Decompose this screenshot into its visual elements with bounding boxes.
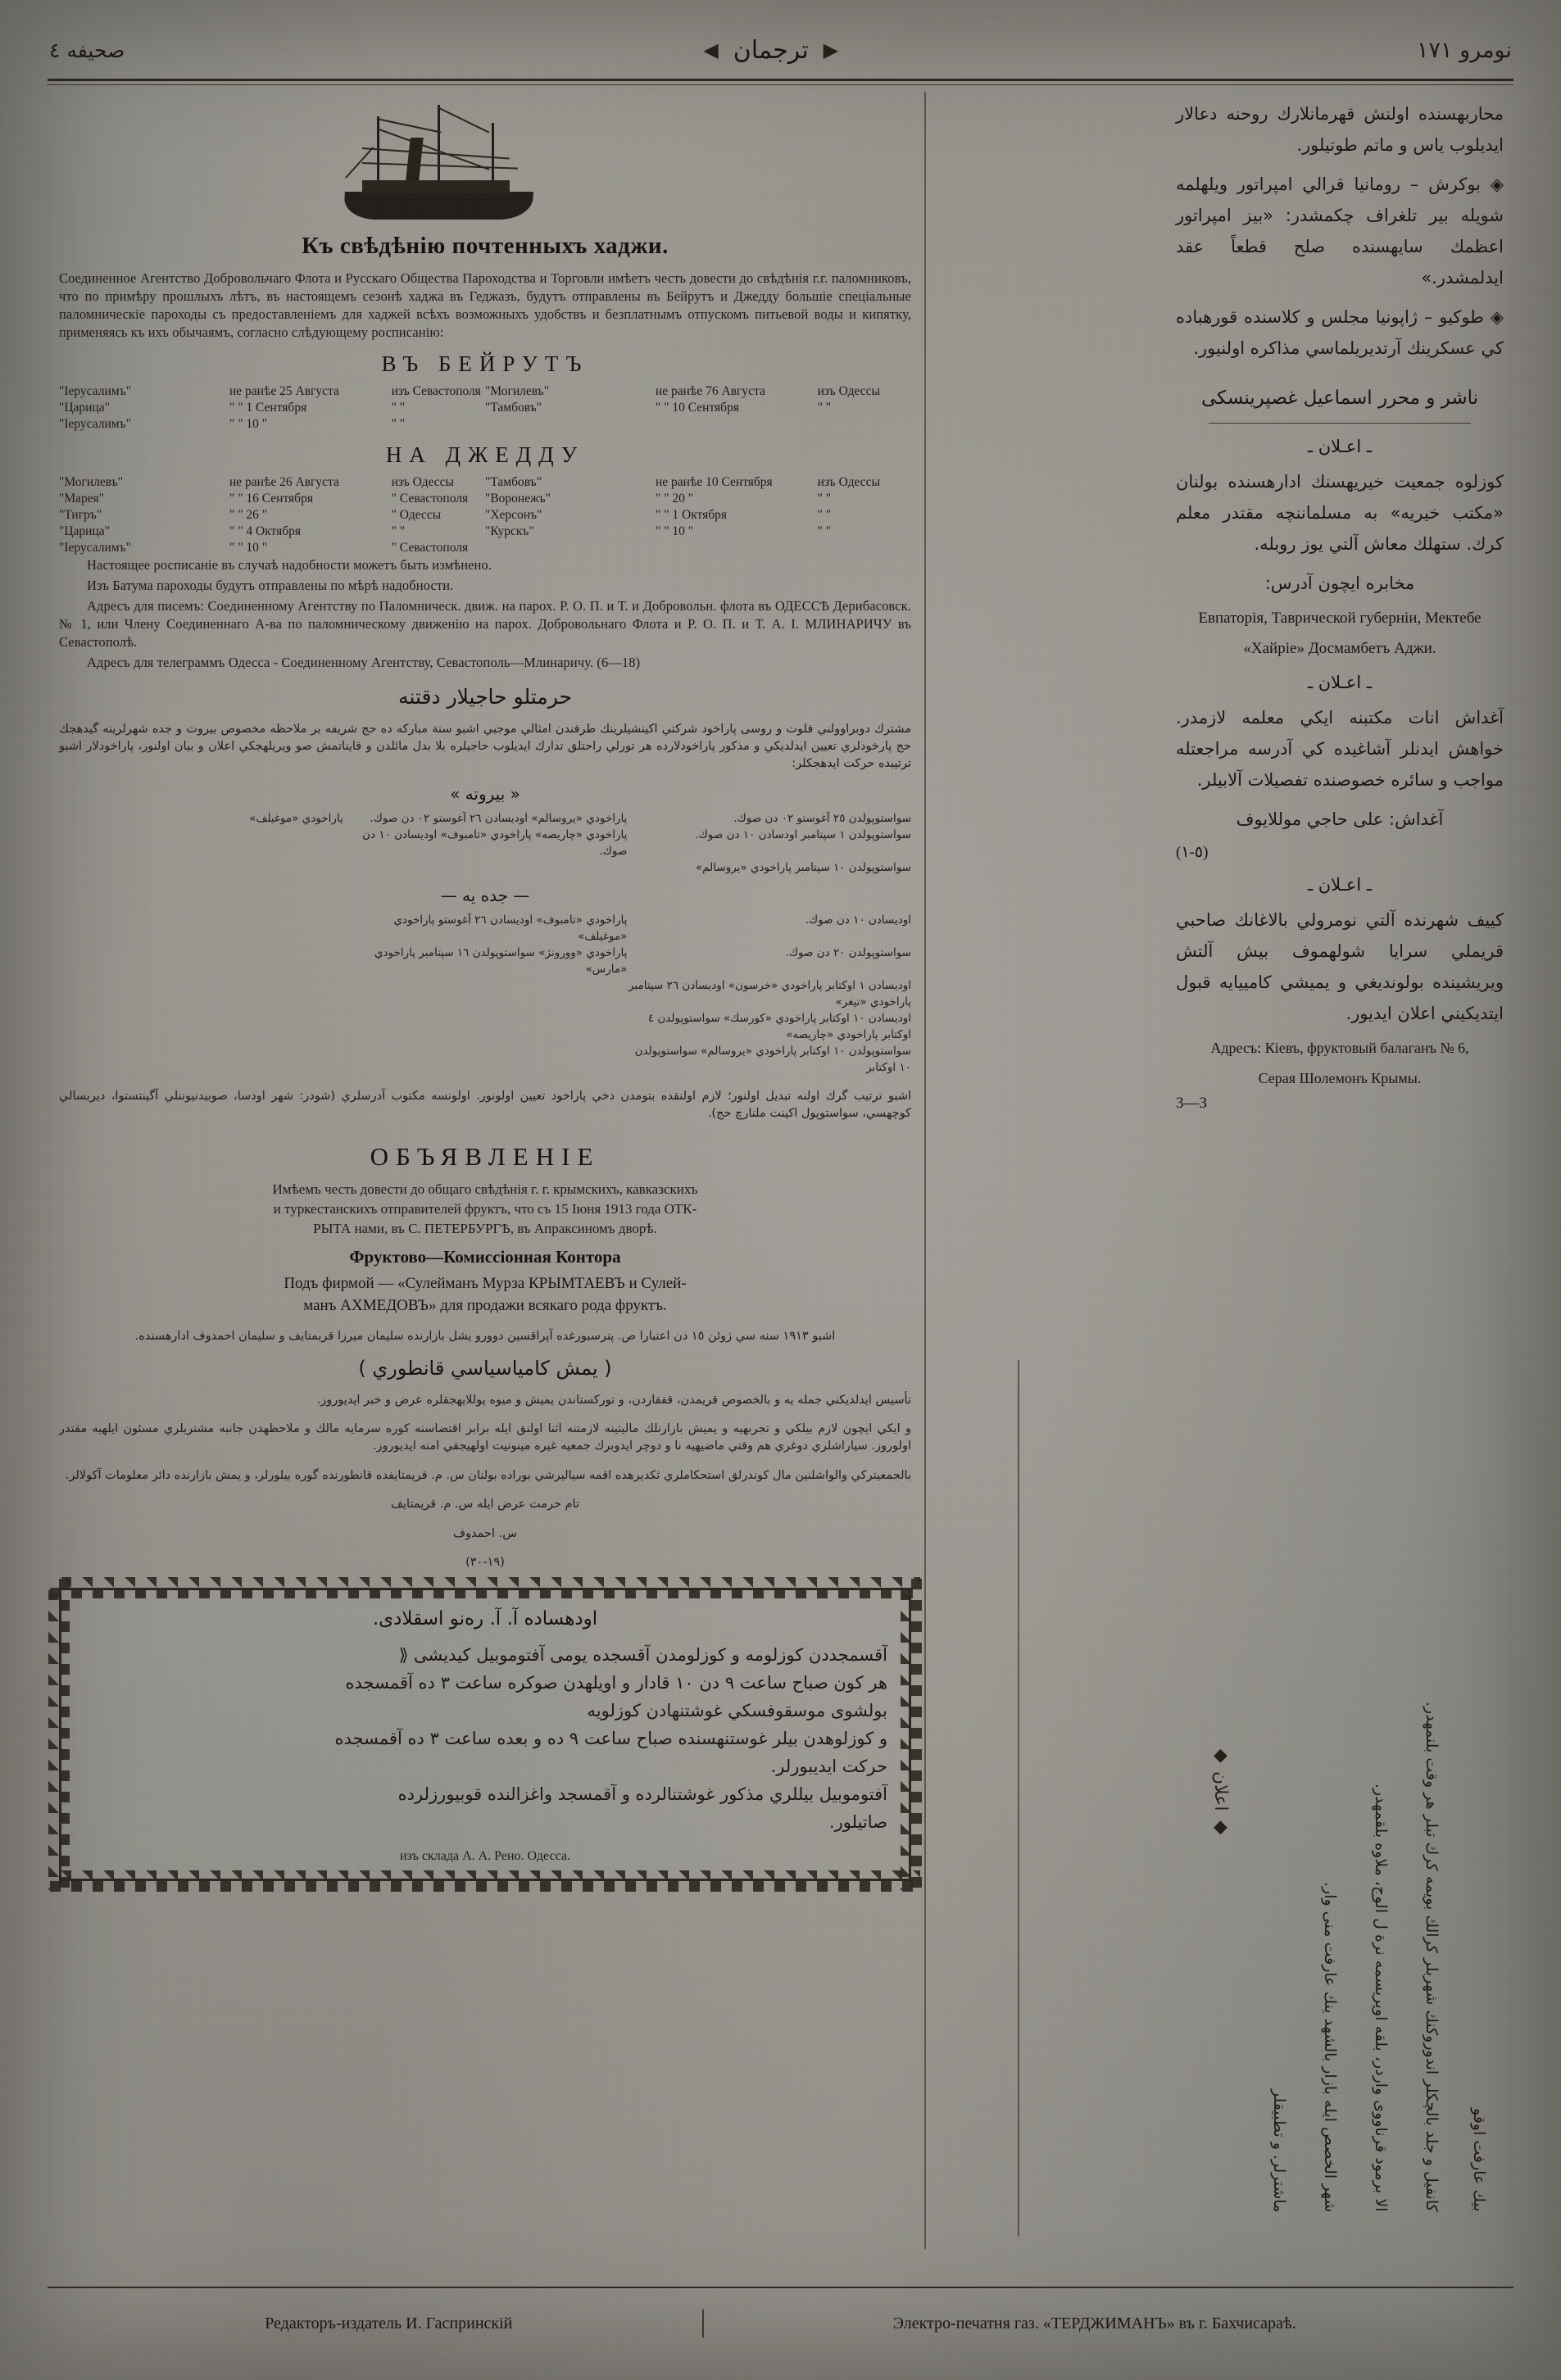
ship-name: "Могилевъ" xyxy=(485,384,550,398)
cell: اوديسادن ١٠ دن صوك. xyxy=(805,913,911,927)
news-paragraph-3: ◈ طوكيو – ژاپونيا مجلس و كلاسنده قورهباده كي عسكرينك آرتديريلماسي مذاكره اولنيور. xyxy=(1176,307,1504,358)
cell xyxy=(59,912,343,945)
vertical-line-3: الا برمود قرناووى واردر، بلقه اوپريسمه نرة ل الوج، ملاوه بلقمهدر. xyxy=(1372,1784,1390,2212)
ad-border-bottom xyxy=(50,1870,920,1892)
table-row xyxy=(59,810,911,827)
table-row xyxy=(59,474,911,491)
right-column xyxy=(1176,98,1504,1113)
departure-port: изъ Севастополя xyxy=(391,384,481,398)
hajj-notice-intro: Соединенное Агентство Добровольчаго Флота и Русскаго Общества Пароходства и Торговли имѣетъ честь довести до свѣдѣнiя г.г. паломниковъ, что по примѣру прошлыхъ лѣтъ, въ настоящемъ сезонѣ хаджа въ Геджазъ, будутъ отправлены въ Бейрутъ и Джедду большiе спецiальные паломническiе пароходы съ предоставленiемъ для хаджей всѣхъ возможныхъ удобствъ и безплатнымъ отпускомъ питьевой воды и кипятку, применяясь къ ихъ обычаямъ, согласно слѣдующему росписанiю: xyxy=(59,270,911,340)
office-arabic-signature-1: تام حرمت عرض ايله س. م. قريمتايف xyxy=(391,1498,579,1511)
hajj-notice-heading: Къ свѣдѣнiю почтенныхъ хаджи. xyxy=(302,233,669,259)
news-paragraph-2: ◈ بوكرش – رومانيا قرالي امپراتور ويلهلمه شويله بير تلغراف چكمشدر: «بيز امپراتور اعظمك سايهسنده صلح قطعاً عقد ايدلمشدر.» xyxy=(1176,175,1504,288)
ad-address-ru-1a: Евпаторiя, Таврической губернiи, Мектебе xyxy=(1198,610,1482,627)
ship-name: "Марея" xyxy=(59,492,105,505)
office-arabic-body-3: بالجمعيتركي والواشلنين مال كوندرلق استحكاملري ثكديرهده اقمه سياليرشي بوراده بولنان س. م. قريمتايفده قانطورنده گوره بيلورلر، و يمش بازارنده دائر معلومات آكولالر. xyxy=(65,1468,911,1482)
beirut-heading: ВЪ БЕЙРУТЪ xyxy=(381,351,589,376)
arabic-hajj-heading: حرمتلو حاجیلار دقتنه xyxy=(398,685,572,709)
news-paragraph-1: محاربهسنده اولنش قهرمانلارك روحنه دعالار ايديلوب ياس و ماتم طوتيلور. xyxy=(1176,104,1504,155)
ad-line: بولشوى موسقوفسكي غوشتنهادن كوزلويه xyxy=(587,1701,887,1720)
cell: سواستوپولدن ١٠ سپتامبر پاراخودي «يروسالم» xyxy=(695,861,911,874)
ship-name: "Іерусалимъ" xyxy=(59,417,131,431)
departure-date: " " 16 Сентября xyxy=(229,492,313,505)
office-arabic-body-2: و ايكي ايچون لازم بيلكي و تجربهيه و يميش بازارنلك ماليتينه لازمتنه اثنا اولنق ايله برابر اقتضاسنه كوره سرمايه مالك و ملاحظهدن جانبه مشتريلري مسئون ايلهيه مقتدر اولوروز. سياراشلري دوغري هم وقتي ماضيهيه نا و دوچر ايدوبرك جمعيه غيره مينونيت اولهيجقي امنه ايديوروز. xyxy=(59,1422,911,1453)
column-separator-lower xyxy=(1018,1360,1019,2237)
ship-name: "Іерусалимъ" xyxy=(59,384,131,398)
letters-address-note: Адресъ для писемъ: Соединенному Агентству по Паломничеcк. движ. на парох. Р. О. П. и Т. и Добровольн. флота въ ОДЕССѢ Дерибасовск. № 1, или Члену Соединеннаго А-ва по паломническому движенiю на парох. Добровольнаго Флота и Р. О. П. и Т. А. I. МЛИНАРИЧУ въ Севастополѣ. xyxy=(59,598,911,650)
departure-port: " Севастополя xyxy=(391,492,469,505)
table-row xyxy=(59,827,911,859)
divider xyxy=(1209,423,1471,424)
departure-date: " " 26 " xyxy=(229,508,268,522)
ad-body-3: كييف شهرنده آلتي نومرولي بالاغانك صاحبي قريملي سرايا شولهموف بيش آلتش ويريشينده بولونديغي و يميشي كامييايه قبول ايتديكيني اعلان ايديور. xyxy=(1176,910,1504,1023)
cell xyxy=(59,1043,343,1076)
ad-footer: изъ склада А. А. Рено. Одесса. xyxy=(399,1849,571,1863)
departure-date: не ранѣе 26 Августа xyxy=(229,475,339,489)
cell xyxy=(343,859,628,876)
announcement-heading: ОБЪЯВЛЕНIЕ xyxy=(370,1141,601,1171)
ship-name: "Тамбовъ" xyxy=(485,475,542,489)
arabic-beirut-label: « بيروته » xyxy=(450,784,520,804)
ad-heading-3: ـ اعـلان ـ xyxy=(1307,875,1373,895)
table-row xyxy=(59,491,911,507)
cell: اوديسادن ١ اوكتابر پاراخودي «خرسون» اوديسادن ٢٦ سپتامبر پاراخودي «تيغر» xyxy=(628,979,911,1009)
footer-divider xyxy=(702,2310,704,2337)
masthead xyxy=(49,25,1512,75)
departure-date: " " 20 " xyxy=(656,492,694,505)
telegram-address-note: Адресъ для телеграммъ Одесса - Соединенному Агентству, Севастополь—Млинаричу. (6—18) xyxy=(87,655,641,670)
masthead-page-group xyxy=(49,39,125,62)
cell xyxy=(59,977,343,1010)
schedule-note-1: Настоящее росписанiе въ случаѣ надобности можетъ быть измѣнено. xyxy=(87,557,492,573)
departure-port: " " xyxy=(817,508,832,522)
cell: سواستوپولدن ١ سپتامبر اودسادن ١٠ دن صوك. xyxy=(695,828,911,841)
arabic-beirut-table xyxy=(59,810,911,876)
ad-body-1: كوزلوه جمعيت خيريهسنك ادارهسنده بولنان «مكتب خيريه» به مسلماننچه مقتدر معلم كرك. ستهلك معاش آلتي يوز روبله. xyxy=(1176,472,1504,554)
masthead-rule xyxy=(48,79,1513,85)
ad-count-3: 3—3 xyxy=(1176,1095,1207,1112)
departure-port: изъ Одессы xyxy=(817,475,880,489)
departure-port: изъ Одессы xyxy=(391,475,454,489)
departure-date: " " 1 Октября xyxy=(656,508,728,522)
newspaper-title: ترجمان xyxy=(733,35,809,65)
table-row xyxy=(59,945,911,977)
announcement-line-1: Имѣемъ честь довести до общаго свѣдѣнiя г. г. крымскихъ, кавказскихъ xyxy=(272,1181,698,1197)
ad-heading-2: ـ اعـلان ـ xyxy=(1307,673,1373,692)
cell xyxy=(59,827,343,859)
ad-border-left xyxy=(48,1579,70,1890)
cell: اوديسادن ١٠ اوكتابر پاراخودي «كورسك» سواستوپولدن ٤ اوكتابر پاراخودي «چاريصه» xyxy=(647,1012,911,1041)
cell: سواستوپولدن ٢٠ دن صوك. xyxy=(785,946,911,959)
departure-port: " " xyxy=(817,492,832,505)
ad-signature-2: آغداش: على حاجي موللايوف xyxy=(1236,809,1444,829)
ship-name: "Царица" xyxy=(59,401,110,415)
ad-address-label-1: مخابره ايچون آدرس: xyxy=(1264,573,1415,593)
table-row xyxy=(59,977,911,1010)
departure-date: " " 1 Сентября xyxy=(229,401,307,415)
departure-port: " " xyxy=(391,524,406,538)
table-row xyxy=(59,383,911,400)
ad-body-2: آغداش انات مكتبنه ايكي معلمه لازمدر. خواهش ايدنلر آشاغيده كي آدرسه مراجعتله مواجب و سائره خصوصنده تفصيلات آلابيلر. xyxy=(1176,708,1504,790)
cell: پاراخودي «چاريصه» پاراخودي «تامبوف» اوديسادن ١٠ دن صوك. xyxy=(362,828,628,858)
ad-line: آفتوموبيل بيللري مذكور غوشتنالرده و آقمسجد واغزالنده قوبيورزلرده xyxy=(397,1784,887,1804)
ad-address-ru-3b: Серая Шолемонъ Крымы. xyxy=(1258,1070,1422,1086)
vertical-line-4: شهر الخصص ايله بازار بالشهد ينك عارفت منى وار. xyxy=(1321,1881,1339,2212)
departure-port: " " xyxy=(391,417,406,431)
cell xyxy=(59,1010,343,1043)
departure-port: " " xyxy=(817,524,832,538)
office-arabic-body-1: تأسيس ايدلديكني جمله يه و بالخصوص قريمدن، قفقازدن، و توركستاندن يميش و ميوه يوللايهجقلره عرض و خبر ايديوروز. xyxy=(316,1393,911,1407)
table-row xyxy=(59,1010,911,1043)
cell: پاراخودي «موغيلف» xyxy=(249,812,343,825)
ad-count-2: (٥-١) xyxy=(1176,844,1209,861)
vertical-line-2: كانفيل و جلد بالچكلر اندوروكنك شهربلر كرالك بويمه كرك تبلر هر وقت بلنمهدر. xyxy=(1423,1702,1441,2212)
cell: پاراخودي «تامبوف» اوديسادن ٢٦ آغوستو پاراخودي «موغيلف» xyxy=(393,913,628,943)
cell: سواستوپولدن ٢٥ آغوستو ٠٢ دن صوك. xyxy=(733,812,911,825)
departure-date: не ранѣе 76 Августа xyxy=(656,384,765,398)
office-arabic-signature-2: س. احمدوف xyxy=(453,1526,517,1540)
footer-editor: Редакторъ-издатель И. Гаспринскiй xyxy=(265,2314,513,2332)
cell xyxy=(343,1010,628,1043)
ship-name: "Херсонъ" xyxy=(485,508,542,522)
cell: سواستوپولدن ١٠ اوكتابر پاراخودي «يروسالم» سواستوپولدن ١٠ اوكتابر xyxy=(634,1045,911,1074)
table-row xyxy=(59,524,911,540)
footer xyxy=(48,2310,1513,2337)
office-arabic-count: (١٩-٣٠) xyxy=(465,1556,505,1569)
table-row xyxy=(59,416,911,433)
ornament-right-icon: ◀ xyxy=(703,39,719,61)
arabic-hajj-footnote: اشبو ترتيب گرك اولنه تبديل اولنور؛ لازم اولنقده بتومدن دخي پاراخود تعيين اولونور. اولونسه مكتوب آدرسلري (شودر: شهر اودسا، صوبيدنيوننلي آگينتستوا، ديربسالي كوچهسي، سواستوپول اكينت ملنارچ حج). xyxy=(59,1089,911,1120)
column-separator xyxy=(924,92,926,2249)
departure-date: не ранѣе 25 Августа xyxy=(229,384,339,398)
footer-printer: Электро-печатня газ. «ТЕРДЖИМАНЪ» въ г. Бахчисараѣ. xyxy=(892,2314,1296,2332)
table-row xyxy=(59,540,911,556)
office-line-2: манъ АХМЕДОВЪ» для продажи всякаго рода фруктъ. xyxy=(303,1296,667,1314)
table-row xyxy=(59,507,911,524)
ad-line: و كوزلوهدن بيلر غوستنهسنده صباح ساعت ٩ ده و بعده ساعت ٣ ده آقمسجده xyxy=(334,1729,887,1748)
beirut-schedule-table xyxy=(59,383,911,433)
table-row xyxy=(59,1043,911,1076)
cell xyxy=(59,859,343,876)
office-arabic-title: ( يمش كامياسياسي قانطوري ) xyxy=(358,1357,612,1380)
departure-port: " Одессы xyxy=(391,508,442,522)
ship-name: "Могилевъ" xyxy=(59,475,124,489)
ship-name: "Тигръ" xyxy=(59,508,102,522)
issue-number: نومرو ١٧١ xyxy=(1417,37,1512,63)
masthead-issue-group xyxy=(1417,38,1512,63)
arabic-jeddah-label: — جده یه — xyxy=(440,886,530,905)
cell xyxy=(343,1043,628,1076)
masthead-title-group xyxy=(703,36,838,65)
page-label: صحيفه ٤ xyxy=(49,38,125,62)
departure-port: " " xyxy=(391,401,406,415)
ad-line: حركت ايديبورلر. xyxy=(770,1757,887,1776)
ad-line: هر كون صباح ساعت ٩ دن ١٠ قادار و اويلهدن صوكره ساعت ٣ ده آقمسجده xyxy=(345,1673,887,1693)
cell: پاراخودي «وورونژ» سواستوپولدن ١٦ سپتامبر پاراخودي «مارس» xyxy=(374,946,628,976)
office-name: Фруктово—Комиссiонная Контора xyxy=(349,1246,621,1267)
schedule-note-2: Изъ Батума пароходы будутъ отправлены по мѣрѣ надобности. xyxy=(87,578,454,593)
cell xyxy=(59,945,343,977)
ad-address-ru-3a: Адресъ: Кiевъ, фруктовый балаганъ № 6, xyxy=(1210,1040,1469,1056)
departure-port: " " xyxy=(817,401,832,415)
departure-date: " " 10 Сентября xyxy=(656,401,739,415)
ad-border-right xyxy=(901,1579,922,1890)
cell xyxy=(343,977,628,1010)
ad-title: اودهساده آ. آ. رەنو اسقلادى. xyxy=(372,1608,598,1630)
arabic-hajj-paragraph: مشترك دوبراوولني فلوت و روسی پاراخود شركتي اكينشيلرينك طرفندن امثالي موجبي اشبو سنة مباركه ده حج شريفه بر ملاحظه مخصوص بيروت و جده شهرلرينه گيدهجك حج پارخودلري تعيين ايدلديكي و مذكور پاراخودلارده هر تورلي راحتلق تدارك ايديلوب حاجيلره بلا بدل مائلدن و قايناتمش صو ويريلهجكي اعلان و بيان اولنور، پاراخودلار اشبو ترتيبده حركت ايدهجكلر: xyxy=(59,722,911,770)
vertical-line-5: ماشترلر. و تطبيقلر xyxy=(1270,2088,1288,2212)
table-row xyxy=(59,912,911,945)
departure-port: изъ Одессы xyxy=(817,384,880,398)
left-column xyxy=(59,97,911,1881)
publisher-line: ناشر و محرر اسماعيل غصپرينسكى xyxy=(1200,388,1479,409)
ad-line: آقسمجددن كوزلومه و كوزلومدن آقسجده يومى آفتوموبيل كيديشى ⟪ xyxy=(398,1645,887,1665)
ornament-left-icon: ▶ xyxy=(823,39,839,61)
ship-name: "Воронежъ" xyxy=(485,492,551,505)
ship-name: "Тамбовъ" xyxy=(485,401,542,415)
table-row xyxy=(59,400,911,416)
ship-name: "Іерусалимъ" xyxy=(59,541,131,555)
announcement-line-3: РЫТА нами, въ С. ПЕТЕРБУРГѢ, въ Апраксиномъ дворѣ. xyxy=(313,1220,657,1236)
departure-port: " Севастополя xyxy=(391,541,469,555)
office-line-1: Подъ фирмой — «Сулейманъ Мурза КРЫМТАЕВЪ и Сулей- xyxy=(284,1274,687,1292)
departure-date: " " 10 " xyxy=(656,524,694,538)
departure-date: " " 10 " xyxy=(229,541,268,555)
ad-border-top xyxy=(50,1577,920,1598)
jeddah-schedule-table xyxy=(59,474,911,556)
ship-name: "Царица" xyxy=(59,524,110,538)
announcement-line-2: и туркестанскихъ отправителей фруктъ, что съ 15 Iюня 1913 года ОТК- xyxy=(273,1200,697,1217)
departure-date: " " 4 Октября xyxy=(229,524,302,538)
vertical-ad-block xyxy=(1186,1393,1497,2237)
jeddah-heading: НА ДЖЕДДУ xyxy=(385,442,585,467)
ad-address-ru-1b: «Хайрiе» Досмамбетъ Аджи. xyxy=(1243,640,1436,657)
vertical-line-1: بيك عارفت اوقو xyxy=(1470,2108,1488,2212)
ad-heading-1: ـ اعـلان ـ xyxy=(1307,437,1373,456)
table-row xyxy=(59,859,911,876)
departure-date: не ранѣе 10 Сентября xyxy=(656,475,773,489)
vertical-ad-ornament: ◆ اعلان ◆ xyxy=(1210,1745,1231,1838)
steamship-illustration-icon xyxy=(329,105,559,228)
ship-name: "Курскъ" xyxy=(485,524,534,538)
footer-rule xyxy=(48,2287,1513,2288)
arabic-jeddah-table xyxy=(59,912,911,1076)
automobile-ad-box xyxy=(59,1588,911,1881)
cell: پاراخودي «يروسالم» اوديسادن ٢٦ آغوستو ٠٢ دن صوك. xyxy=(370,812,628,825)
ad-line: صاتيلور. xyxy=(828,1812,887,1832)
office-arabic-note: اشبو ١٩١٣ سنه سي ژوئن ١٥ دن اعتبارا ص. پترسبورغده آپراقسين دوورو يشل بازارنده سليمان ميرزا قريمتايف و سليمان احمدوف ادارهسنده. xyxy=(134,1329,836,1343)
departure-date: " " 10 " xyxy=(229,417,268,431)
